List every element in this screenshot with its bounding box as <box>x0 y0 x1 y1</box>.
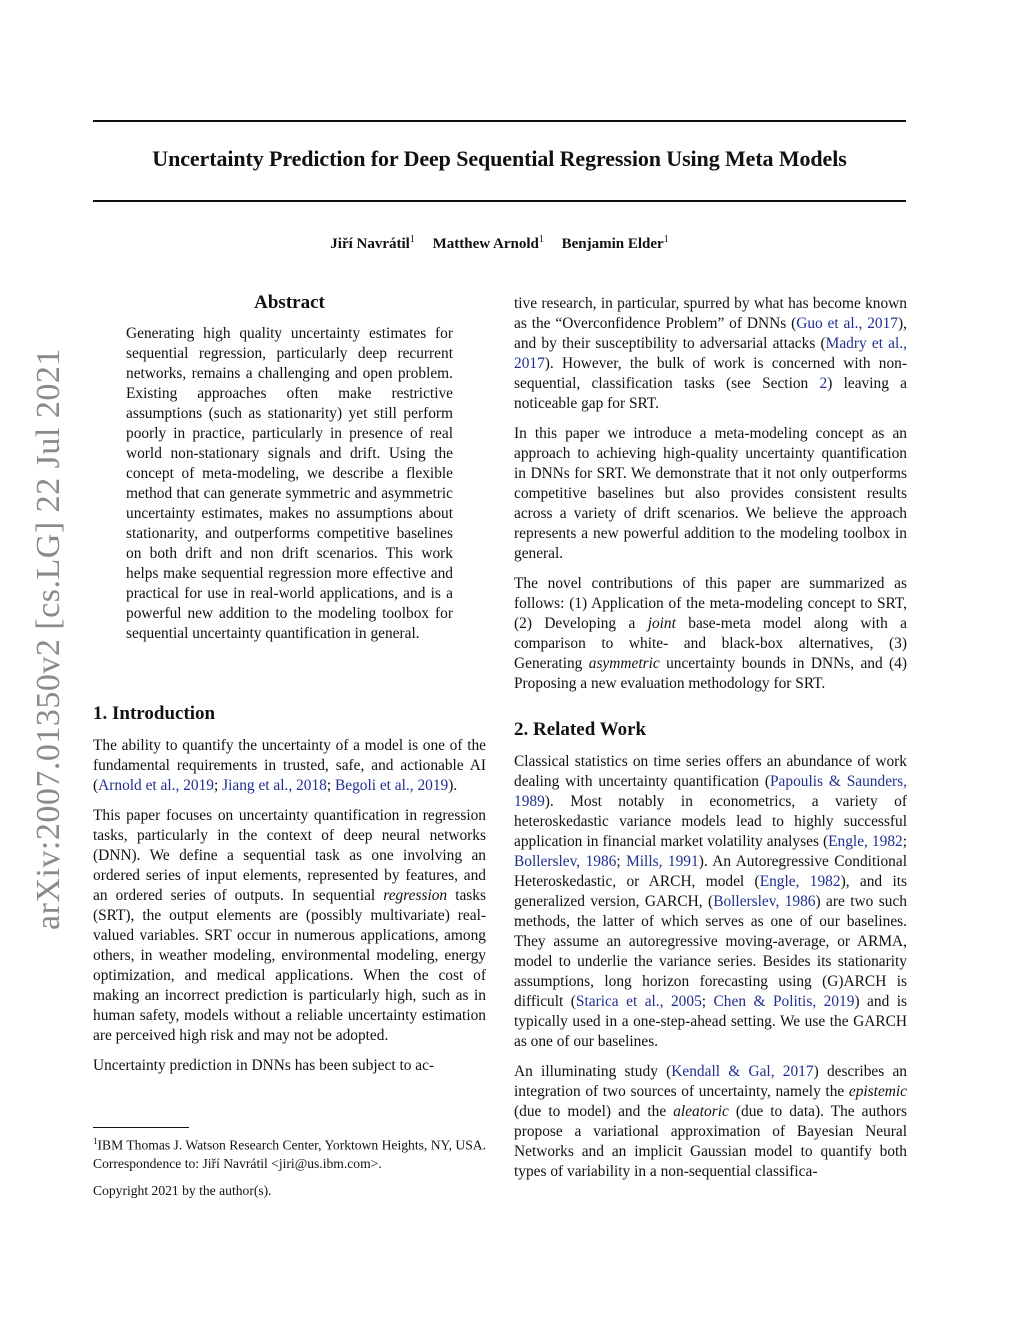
emphasis: joint <box>647 615 676 632</box>
citation-link[interactable]: Madry et al., 2017 <box>514 335 907 372</box>
author: Jiří Navrátil$^1$ <box>330 234 415 252</box>
title-bottom-rule <box>93 200 906 202</box>
citation-link[interactable]: Papoulis & Saunders, 1989 <box>514 773 907 810</box>
emphasis: aleatoric <box>673 1103 729 1120</box>
section-heading-related-work: 2. Related Work <box>514 719 647 740</box>
text-run: (due to model) and the <box>514 1103 674 1120</box>
footnote-mark: 1 <box>93 1136 98 1146</box>
citation-link[interactable]: Engle, 1982 <box>828 833 903 850</box>
text-run: ; <box>902 833 907 850</box>
footnote <box>93 1132 486 1173</box>
related-paragraph-1 <box>514 752 907 1052</box>
author-list <box>93 236 906 253</box>
text-run: ) describes an integration of two sources of uncertainty, namely the <box>514 1063 907 1100</box>
text-run: ). <box>448 777 458 794</box>
footnote-rule <box>93 1127 189 1128</box>
citation-link[interactable]: Jiang et al., 2018 <box>222 777 327 794</box>
copyright-notice: Copyright 2021 by the author(s). <box>93 1183 272 1198</box>
emphasis: regression <box>383 887 448 904</box>
citation-link[interactable]: Chen & Politis, 2019 <box>713 993 855 1010</box>
text-run: ), and by their susceptibility to adversarial attacks ( <box>514 315 907 352</box>
text-run: tive research, in particular, spurred by what has become known as the “Overconfidence Problem” of DNNs ( <box>514 295 907 332</box>
text-run: ). An Autoregressive Conditional Heteroskedastic, or ARCH, model ( <box>514 853 907 890</box>
author: Matthew Arnold$^1$ <box>432 234 544 252</box>
arxiv-stamp: arXiv:2007.01350v2 [cs.LG] 22 Jul 2021 <box>30 348 67 930</box>
intro-paragraph-5: In this paper we introduce a meta-modeling concept as an approach to achieving high-quality uncertainty quantification in DNNs for SRT. We demonstrate that it not only outperforms competitive baselines but also provides consistent results across a variety of drift scenarios. We believe the approach represents a new powerful addition to the modeling toolbox in general. <box>514 425 907 562</box>
intro-paragraph-3: Uncertainty prediction in DNNs has been subject to ac- <box>93 1057 435 1074</box>
citation-link[interactable]: Kendall & Gal, 2017 <box>671 1063 814 1080</box>
text-run: The novel contributions of this paper are summarized as follows: (1) Application of the meta-modeling concept to SRT, (2) Developing a <box>514 575 907 632</box>
top-rule <box>93 120 906 122</box>
citation-link[interactable]: Engle, 1982 <box>759 873 841 890</box>
text-run: ) and is typically used in a one-step-ahead setting. We use the GARCH as one of our baselines. <box>514 993 908 1050</box>
text-run: ; <box>213 777 223 794</box>
abstract-heading: Abstract <box>254 292 325 313</box>
intro-paragraph-4 <box>514 294 907 414</box>
emphasis: asymmetric <box>588 655 660 672</box>
citation-link[interactable]: Bollerslev, 1986 <box>713 893 816 910</box>
text-run: ). Most notably in econometrics, a variety of heteroskedastic variance models lead to highly successful application in financial market volatility analyses ( <box>514 793 907 850</box>
intro-paragraph-6 <box>514 574 907 694</box>
footnote-text: IBM Thomas J. Watson Research Center, Yorktown Heights, NY, USA. Correspondence to: Jiří Navrátil <jiri@us.ibm.com>. <box>93 1137 486 1171</box>
author: Benjamin Elder$^1$ <box>561 234 669 252</box>
text-run: base-meta model along with a comparison to white- and black-box alternatives, (3) Generating <box>514 615 907 672</box>
related-paragraph-2 <box>514 1062 907 1182</box>
text-run: uncertainty bounds in DNNs, and (4) Proposing a new evaluation methodology for SRT. <box>514 655 907 692</box>
right-column <box>514 294 907 1182</box>
citation-link[interactable]: Arnold et al., 2019 <box>98 777 214 794</box>
abstract-text: Generating high quality uncertainty estimates for sequential regression, particularly deep recurrent networks, remains a challenging and open problem. Existing approaches often make restrictive assumptions (such as stationarity) yet still perform poorly in practice, particularly in presence of real world non-stationary signals and drift. Using the concept of meta-modeling, we describe a flexible method that can generate symmetric and asymmetric uncertainty estimates, makes no assumptions about stationarity, and outperforms competitive baselines on both drift and non drift scenarios. This work helps make sequential regression more effective and practical for use in real-world applications, and is a powerful new addition to the modeling toolbox for sequential uncertainty quantification in general. <box>126 325 453 642</box>
text-run: ; <box>326 777 335 794</box>
text-run: tasks (SRT), the output elements are (possibly multivariate) real-valued variables. SRT occur in numerous applications, among others, in weather modeling, environmental modeling, energy optimization, and medical applications. When the cost of making an incorrect prediction is particularly high, such as in human safety, models without a reliable uncertainty estimation are perceived high risk and may not be adopted. <box>93 887 486 1044</box>
text-run: (due to data). The authors propose a variational approximation of Bayesian Neural Networks and an implicit Gaussian model to quantify both types of variability in a non-sequential classifica- <box>514 1103 907 1180</box>
text-run: Classical statistics on time series offers an abundance of work dealing with uncertainty quantification ( <box>514 753 907 790</box>
text-run: ; <box>701 993 714 1010</box>
text-run: ) leaving a noticeable gap for SRT. <box>514 375 908 412</box>
text-run: ) are two such methods, the latter of which serves as one of our baselines. They assume an autoregressive moving-average, or ARMA, model to underlie the variance series. Besides its stationarity assumptions, long horizon forecasting using (G)ARCH is difficult ( <box>514 893 907 1010</box>
citation-link[interactable]: Starica et al., 2005 <box>575 993 702 1010</box>
text-run: ), and its generalized version, GARCH, ( <box>514 873 907 910</box>
text-run: ). However, the bulk of work is concerned with non-sequential, classification tasks (see Section <box>514 355 907 392</box>
text-run: ; <box>616 853 627 870</box>
citation-link[interactable]: Guo et al., 2017 <box>796 315 899 332</box>
citation-link[interactable]: Begoli et al., 2019 <box>334 777 449 794</box>
section-heading-introduction: 1. Introduction <box>93 703 216 724</box>
intro-paragraph-2 <box>93 806 486 1046</box>
text-run: The ability to quantify the uncertainty of a model is one of the fundamental requirements in trusted, safe, and actionable AI ( <box>93 737 486 794</box>
citation-link[interactable]: Bollerslev, 1986 <box>514 853 617 870</box>
section-link[interactable]: 2 <box>819 375 828 392</box>
introduction-section <box>93 704 486 1076</box>
emphasis: epistemic <box>848 1083 907 1100</box>
text-run: An illuminating study ( <box>514 1063 672 1080</box>
paper-title: Uncertainty Prediction for Deep Sequential Regression Using Meta Models <box>152 146 847 171</box>
intro-paragraph-1 <box>93 736 486 796</box>
text-run: This paper focuses on uncertainty quantification in regression tasks, particularly in the context of deep neural networks (DNN). We define a sequential task as one involving an ordered series of input elements, represented by features, and an ordered series of outputs. In sequential <box>93 807 486 904</box>
citation-link[interactable]: Mills, 1991 <box>626 853 699 870</box>
